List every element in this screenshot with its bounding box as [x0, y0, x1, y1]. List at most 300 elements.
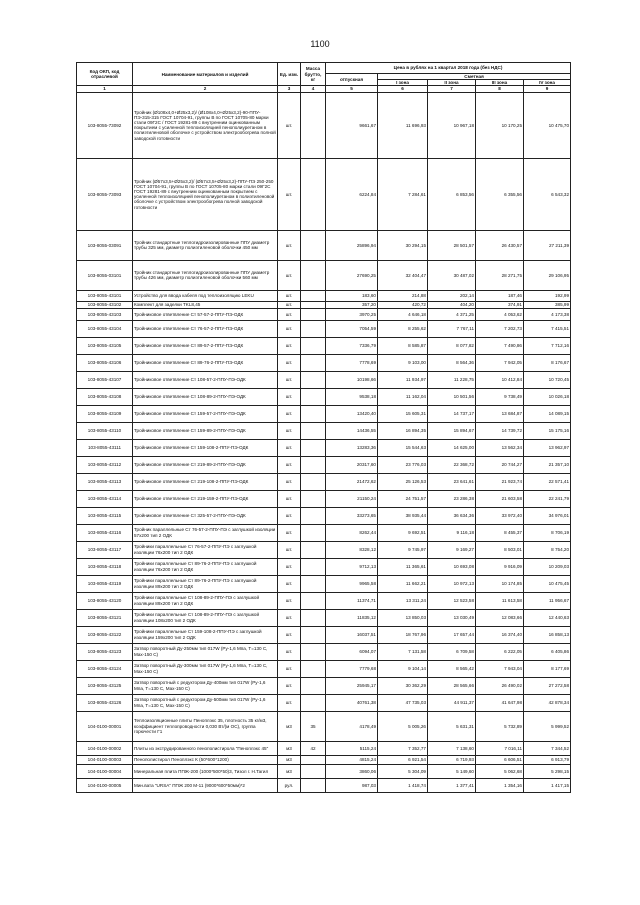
cell-z1: 5 304,09 [378, 764, 428, 778]
cell-price: 5115,24 [326, 741, 378, 755]
cell-unit: м3 [278, 711, 301, 741]
header-unit: Ед. изм. [278, 63, 301, 86]
cell-code: 104-0100-00005 [77, 778, 133, 792]
cell-code: 103-8055-43112 [77, 456, 133, 473]
cell-price: 6094,07 [326, 643, 378, 660]
cell-unit: шт. [278, 308, 301, 320]
cell-price: 183,60 [326, 290, 378, 301]
cell-z1: 7 131,58 [378, 643, 428, 660]
cell-unit: шт. [278, 354, 301, 371]
col-index: 4 [301, 86, 326, 92]
cell-z2: 17 657,44 [428, 626, 476, 643]
cell-unit: шт. [278, 337, 301, 354]
price-table [76, 62, 571, 793]
cell-price: 3860,06 [326, 764, 378, 778]
cell-z2: 8 565,42 [428, 660, 476, 677]
cell-z3: 9 916,09 [476, 558, 524, 575]
cell-z3: 6 355,56 [476, 158, 524, 230]
cell-z3: 14 739,72 [476, 422, 524, 439]
cell-z1: 5 005,26 [378, 711, 428, 741]
cell-unit: шт. [278, 439, 301, 456]
cell-name: Плиты из экструдированного пенополистирола "Пеноплэкс 45" [133, 741, 278, 755]
cell-z2: 36 634,36 [428, 507, 476, 524]
cell-z2: 14 625,00 [428, 439, 476, 456]
cell-z4: 1 417,15 [524, 778, 571, 792]
table-row [77, 575, 571, 592]
cell-name: Тройник стандартные теплогидроизолированные ППУ диаметр трубы 325 мм, диаметр полиэтиленовой оболочки 450 мм [133, 230, 278, 260]
cell-z1: 6 921,54 [378, 755, 428, 764]
col-index: 8 [476, 86, 524, 92]
table-row [77, 260, 571, 290]
cell-price: 4815,24 [326, 755, 378, 764]
cell-z3: 26 490,02 [476, 677, 524, 694]
cell-z3: 7 942,05 [476, 354, 524, 371]
cell-unit: шт. [278, 524, 301, 541]
cell-z4: 12 440,63 [524, 609, 571, 626]
cell-z1: 18 767,96 [378, 626, 428, 643]
cell-code: 103-8055-03091 [77, 230, 133, 260]
cell-unit: шт. [278, 660, 301, 677]
cell-unit: шт. [278, 609, 301, 626]
cell-code: 104-0100-00001 [77, 711, 133, 741]
cell-z4: 7 712,16 [524, 337, 571, 354]
table-row [77, 764, 571, 778]
cell-mass [301, 422, 326, 439]
cell-code: 103-8055-73092 [77, 92, 133, 158]
cell-code: 103-8055-43115 [77, 507, 133, 524]
cell-name: Тройниковое ответвление Ст 159-108-2-ППУ-ПЭ-ОДК [133, 439, 278, 456]
cell-z3: 20 744,27 [476, 456, 524, 473]
cell-price: 4178,49 [326, 711, 378, 741]
cell-z4: 10 475,45 [524, 575, 571, 592]
cell-z2: 6 719,93 [428, 755, 476, 764]
cell-price: 16037,51 [326, 626, 378, 643]
cell-z1: 1 418,74 [378, 778, 428, 792]
cell-unit: рул. [278, 778, 301, 792]
cell-mass [301, 320, 326, 337]
table-row [77, 320, 571, 337]
cell-name: Тройниковое ответвление Ст 89-57-2-ППУ-ПЭ-ОДК [133, 337, 278, 354]
cell-mass [301, 558, 326, 575]
cell-name: Тройниковое ответвление Ст 219-108-2-ППУ-ПЭ-ОДК [133, 473, 278, 490]
cell-z2: 23 286,38 [428, 490, 476, 507]
cell-z2: 5 631,31 [428, 711, 476, 741]
cell-z2: 1 377,41 [428, 778, 476, 792]
cell-z4: 11 956,67 [524, 592, 571, 609]
cell-code: 103-8055-43102 [77, 301, 133, 308]
table-row [77, 456, 571, 473]
cell-name: Тройник стандартные теплогидроизолированные ППУ диаметр трубы 426 мм, диаметр полиэтиленовой оболочки 560 мм [133, 260, 278, 290]
cell-mass [301, 541, 326, 558]
cell-z4: 16 858,13 [524, 626, 571, 643]
table-row [77, 439, 571, 456]
cell-name: Комплект для заделки TKL8,45 [133, 301, 278, 308]
cell-z1: 4 646,18 [378, 308, 428, 320]
cell-price: 25945,17 [326, 677, 378, 694]
cell-z2: 6 709,58 [428, 643, 476, 660]
cell-code: 103-8055-43125 [77, 677, 133, 694]
cell-price: 40761,38 [326, 694, 378, 711]
cell-price: 11835,12 [326, 609, 378, 626]
cell-mass: 35 [301, 711, 326, 741]
header-zone-2: II зона [428, 80, 476, 86]
cell-z3: 6 222,05 [476, 643, 524, 660]
cell-mass [301, 301, 326, 308]
cell-z2: 12 523,58 [428, 592, 476, 609]
cell-price: 987,03 [326, 778, 378, 792]
cell-price: 9965,58 [326, 575, 378, 592]
cell-z1: 15 605,31 [378, 405, 428, 422]
cell-z4: 10 209,03 [524, 558, 571, 575]
cell-z3: 7 943,04 [476, 660, 524, 677]
col-index: 7 [428, 86, 476, 92]
cell-name: Тройниковое ответвление Ст 108-89-2-ППУ-ПЭ-ОДК [133, 388, 278, 405]
cell-z3: 374,91 [476, 301, 524, 308]
cell-z3: 9 738,49 [476, 388, 524, 405]
cell-price: 7336,79 [326, 337, 378, 354]
cell-mass [301, 456, 326, 473]
cell-z3: 4 053,62 [476, 308, 524, 320]
cell-z2: 8 564,36 [428, 354, 476, 371]
cell-z1: 13 311,24 [378, 592, 428, 609]
cell-z2: 23 641,61 [428, 473, 476, 490]
cell-z4: 192,99 [524, 290, 571, 301]
cell-price: 27690,25 [326, 260, 378, 290]
cell-price: 33273,65 [326, 507, 378, 524]
table-row [77, 694, 571, 711]
cell-name: Затвор поворотный с редуктором Ду-400мм тип 017W (Ру-1,6 Мпа, Т=130 С, Мах-150 С) [133, 677, 278, 694]
cell-name: Теплоизоляционные плиты Пеноплэкс 35, плотность 35 кг/м3, коэффициент теплопроводности 0,030 Вт/(м ОС), группа горючести Г1 [133, 711, 278, 741]
cell-price: 3970,25 [326, 308, 378, 320]
cell-z3: 10 170,25 [476, 92, 524, 158]
cell-z4: 22 571,41 [524, 473, 571, 490]
cell-code: 103-8055-43105 [77, 337, 133, 354]
cell-mass [301, 158, 326, 230]
cell-code: 103-8055-43108 [77, 388, 133, 405]
cell-z3: 10 174,85 [476, 575, 524, 592]
cell-price: 9712,13 [326, 558, 378, 575]
cell-mass [301, 660, 326, 677]
cell-z3: 7 202,73 [476, 320, 524, 337]
cell-unit: шт. [278, 388, 301, 405]
cell-z1: 8 585,87 [378, 337, 428, 354]
table-row [77, 524, 571, 541]
cell-z2: 4 371,25 [428, 308, 476, 320]
cell-z3: 21 603,58 [476, 490, 524, 507]
cell-z4: 27 272,58 [524, 677, 571, 694]
cell-z3: 12 083,66 [476, 609, 524, 626]
cell-z4: 8 706,19 [524, 524, 571, 541]
cell-z4: 6 405,86 [524, 643, 571, 660]
table-row [77, 230, 571, 260]
cell-name: Тройниковое ответвление Ст 89-76-2-ППУ-ПЭ-ОДК [133, 354, 278, 371]
cell-unit: шт. [278, 230, 301, 260]
cell-z1: 16 894,35 [378, 422, 428, 439]
cell-z2: 404,20 [428, 301, 476, 308]
table-row [77, 778, 571, 792]
cell-unit: шт. [278, 405, 301, 422]
cell-unit: шт. [278, 158, 301, 230]
cell-z1: 32 404,47 [378, 260, 428, 290]
cell-price: 20317,60 [326, 456, 378, 473]
cell-z1: 11 662,21 [378, 575, 428, 592]
cell-name: Тройник (Ø57х3,5+Ø25х3,2)/ (Ø57х3,5+Ø25х3,2)-ППУ-ПЭ 250-250 ГОСТ 10704-91, группы В по ГОСТ 10705-80 марки стали 09Г2С ГОСТ 19281-89 с внутренним оцинкованным покрытием с усиленной теплоизоляцией пенополиуретаном в полиэтиленовой оболочке с устройством электрообогрева полной заводской готовности [133, 158, 278, 230]
cell-unit: шт. [278, 301, 301, 308]
cell-z4: 7 415,51 [524, 320, 571, 337]
cell-unit: шт. [278, 320, 301, 337]
cell-z4: 29 106,95 [524, 260, 571, 290]
cell-z2: 6 853,56 [428, 158, 476, 230]
table-row [77, 609, 571, 626]
cell-mass [301, 592, 326, 609]
cell-mass [301, 354, 326, 371]
table-row [77, 388, 571, 405]
cell-z3: 7 490,86 [476, 337, 524, 354]
cell-z4: 7 344,52 [524, 741, 571, 755]
cell-name: Тройниковое ответвление Ст 57-57-2-ППУ-ПЭ-ОДК [133, 308, 278, 320]
cell-mass [301, 524, 326, 541]
table-row [77, 711, 571, 741]
cell-z3: 16 374,40 [476, 626, 524, 643]
cell-z2: 7 767,11 [428, 320, 476, 337]
cell-code: 103-8055-43107 [77, 371, 133, 388]
table-row [77, 558, 571, 575]
cell-z1: 9 692,51 [378, 524, 428, 541]
cell-z1: 47 735,03 [378, 694, 428, 711]
cell-price: 6224,84 [326, 158, 378, 230]
header-name: Наименование материалов и изделий [133, 63, 278, 86]
cell-name: Тройниковое ответвление Ст 108-57-2-ППУ-ПЭ-ОДК [133, 371, 278, 388]
cell-mass [301, 643, 326, 660]
cell-code: 103-8055-43103 [77, 308, 133, 320]
header-mass: Масса брутто, кг [301, 63, 326, 86]
cell-z4: 385,99 [524, 301, 571, 308]
cell-z1: 30 294,15 [378, 230, 428, 260]
cell-z1: 11 365,61 [378, 558, 428, 575]
cell-z4: 8 754,20 [524, 541, 571, 558]
col-index: 3 [278, 86, 301, 92]
cell-code: 103-8055-43111 [77, 439, 133, 456]
cell-z2: 30 487,02 [428, 260, 476, 290]
cell-z4: 6 913,79 [524, 755, 571, 764]
cell-mass [301, 337, 326, 354]
cell-name: Тройники параллельные Ст 89-76-2-ППУ-ПЭ с заглушкой изоляции 76х200 тип 2 ОДК [133, 558, 278, 575]
cell-z2: 10 501,56 [428, 388, 476, 405]
cell-code: 103-8055-43109 [77, 405, 133, 422]
header-zone-1: I зона [378, 80, 428, 86]
cell-z3: 7 016,11 [476, 741, 524, 755]
table-row [77, 473, 571, 490]
cell-z3: 13 684,87 [476, 405, 524, 422]
cell-z1: 7 284,61 [378, 158, 428, 230]
cell-z3: 8 455,37 [476, 524, 524, 541]
cell-code: 104-0100-00004 [77, 764, 133, 778]
cell-z3: 10 412,84 [476, 371, 524, 388]
cell-z1: 9 104,14 [378, 660, 428, 677]
cell-name: Тройниковое ответвление Ст 219-159-2-ППУ-ПЭ-ОДК [133, 490, 278, 507]
header-price-group: Цена в рублях на 1 квартал 2018 года (без НДС) [326, 63, 571, 74]
cell-z2: 28 565,66 [428, 677, 476, 694]
cell-unit: шт. [278, 260, 301, 290]
table-row [77, 422, 571, 439]
cell-z3: 5 062,68 [476, 764, 524, 778]
cell-name: Устройство для ввода кабеля под теплоизоляцию LEKU [133, 290, 278, 301]
cell-z3: 26 430,57 [476, 230, 524, 260]
cell-z1: 420,72 [378, 301, 428, 308]
cell-z2: 22 368,72 [428, 456, 476, 473]
cell-name: Тройниковое ответвление Ст 159-89-2-ППУ-ПЭ-ОДК [133, 422, 278, 439]
cell-z1: 30 362,29 [378, 677, 428, 694]
cell-unit: шт. [278, 507, 301, 524]
cell-price: 11374,71 [326, 592, 378, 609]
col-index: 5 [326, 86, 378, 92]
cell-z2: 5 149,60 [428, 764, 476, 778]
cell-unit: шт. [278, 541, 301, 558]
cell-z4: 5 999,52 [524, 711, 571, 741]
cell-price: 8262,44 [326, 524, 378, 541]
cell-price: 14436,55 [326, 422, 378, 439]
cell-price: 21472,62 [326, 473, 378, 490]
cell-mass [301, 575, 326, 592]
col-index: 2 [133, 86, 278, 92]
cell-z2: 10 972,13 [428, 575, 476, 592]
cell-mass [301, 507, 326, 524]
cell-mass [301, 260, 326, 290]
cell-z3: 187,46 [476, 290, 524, 301]
cell-mass [301, 764, 326, 778]
cell-price: 21150,24 [326, 490, 378, 507]
cell-z1: 9 745,97 [378, 541, 428, 558]
cell-name: Минеральная плита ППЖ-200 (1000*500*50)3, Тизол г. Н.Тагил [133, 764, 278, 778]
cell-z4: 42 878,34 [524, 694, 571, 711]
cell-name: Тройники параллельные Ст 108-89-2-ППУ-ПЭ с заглушкой изоляции 108х200 тип 2 ОДК [133, 609, 278, 626]
table-row [77, 301, 571, 308]
table-row [77, 592, 571, 609]
cell-code: 103-8055-43116 [77, 524, 133, 541]
cell-z4: 10 026,18 [524, 388, 571, 405]
cell-z4: 27 211,39 [524, 230, 571, 260]
cell-z2: 11 228,75 [428, 371, 476, 388]
cell-mass [301, 490, 326, 507]
table-row [77, 92, 571, 158]
cell-price: 7054,59 [326, 320, 378, 337]
cell-z3: 5 732,89 [476, 711, 524, 741]
cell-mass [301, 308, 326, 320]
header-release: отпускная [326, 74, 378, 86]
cell-mass [301, 677, 326, 694]
cell-z1: 11 162,04 [378, 388, 428, 405]
cell-z2: 10 693,08 [428, 558, 476, 575]
cell-z4: 22 241,79 [524, 490, 571, 507]
cell-code: 103-8055-43113 [77, 473, 133, 490]
cell-z4: 15 175,16 [524, 422, 571, 439]
table-row [77, 677, 571, 694]
cell-z1: 25 126,53 [378, 473, 428, 490]
cell-code: 103-8055-03101 [77, 260, 133, 290]
cell-mass [301, 609, 326, 626]
header-code: Код ОКП, код отраслевой [77, 63, 133, 86]
cell-z1: 38 935,44 [378, 507, 428, 524]
cell-price: 7778,69 [326, 354, 378, 371]
cell-z4: 10 720,45 [524, 371, 571, 388]
cell-price: 7779,68 [326, 660, 378, 677]
table-row [77, 626, 571, 643]
cell-z4: 5 298,15 [524, 764, 571, 778]
cell-unit: шт. [278, 473, 301, 490]
table-row [77, 308, 571, 320]
cell-name: Тройник параллельные Ст 76-57-2-ППУ-ПЭ с заглушкой изоляции 57х200 тип 2 ОДК [133, 524, 278, 541]
cell-mass [301, 755, 326, 764]
cell-code: 103-8055-43122 [77, 626, 133, 643]
cell-name: Тройники параллельные Ст 76-57-2-ППУ-ПЭ с заглушкой изоляции 76х200 тип 2 ОДК [133, 541, 278, 558]
cell-mass: 42 [301, 741, 326, 755]
cell-mass [301, 230, 326, 260]
cell-z2: 202,14 [428, 290, 476, 301]
table-row [77, 158, 571, 230]
cell-z4: 10 475,70 [524, 92, 571, 158]
cell-code: 103-8055-43119 [77, 575, 133, 592]
cell-z3: 11 613,58 [476, 592, 524, 609]
table-row [77, 643, 571, 660]
cell-z4: 14 089,15 [524, 405, 571, 422]
cell-name: Тройники параллельные Ст 159-108-2-ППУ-ПЭ с заглушкой изоляции 159х200 тип 2 ОДК [133, 626, 278, 643]
cell-z2: 44 911,37 [428, 694, 476, 711]
cell-unit: шт. [278, 592, 301, 609]
cell-name: Затвор поворотный с редуктором Ду-500мм тип 017W (Ру-1,6 Мпа, Т=130 С, Мах-150 С) [133, 694, 278, 711]
cell-code: 103-8055-43123 [77, 643, 133, 660]
cell-z2: 9 116,18 [428, 524, 476, 541]
cell-code: 103-8055-43110 [77, 422, 133, 439]
cell-unit: шт. [278, 626, 301, 643]
cell-z1: 23 776,03 [378, 456, 428, 473]
cell-name: Тройниковое ответвление Ст 76-57-2-ППУ-ПЭ-ОДК [133, 320, 278, 337]
cell-mass [301, 439, 326, 456]
table-row [77, 741, 571, 755]
cell-z2: 8 077,82 [428, 337, 476, 354]
cell-name: Тройник (Ø108х4,0+Ø25х3,2)/ (Ø108х4,0+Ø25х3,2)-90-ППУ-ПЭ-315-315 ГОСТ 10704-91, группы В по ГОСТ 10705-80 марки стали 09Г2С / ГОСТ 19281-89 с внутренним оцинкованным покрытием с усиленной теплоизоляцией пенополиуретаном в полиэтиленовой оболочке с устройством электрообогрева полной заводской готовности [133, 92, 278, 158]
cell-z4: 21 357,10 [524, 456, 571, 473]
cell-mass [301, 694, 326, 711]
cell-price: 10198,66 [326, 371, 378, 388]
table-row [77, 371, 571, 388]
cell-z1: 11 696,93 [378, 92, 428, 158]
cell-code: 103-8055-43121 [77, 609, 133, 626]
table-row [77, 660, 571, 677]
cell-price: 9538,18 [326, 388, 378, 405]
header-zone-4: IV зона [524, 80, 571, 86]
cell-price: 25896,94 [326, 230, 378, 260]
cell-z1: 15 544,63 [378, 439, 428, 456]
table-row [77, 755, 571, 764]
cell-mass [301, 371, 326, 388]
cell-z1: 13 850,03 [378, 609, 428, 626]
table-row [77, 354, 571, 371]
table-row [77, 541, 571, 558]
header-estimate: Сметная [378, 74, 571, 80]
cell-code: 103-8055-43120 [77, 592, 133, 609]
cell-unit: шт. [278, 456, 301, 473]
cell-name: Тройниковое ответвление Ст 159-57-2-ППУ-ПЭ-ОДК [133, 405, 278, 422]
cell-code: 103-8055-43118 [77, 558, 133, 575]
cell-unit: шт. [278, 643, 301, 660]
cell-name: Затвор поворотный Ду-300мм тип 017W (Ру-1,6 Мпа, Т=130 С, Мах-150 С) [133, 660, 278, 677]
cell-z1: 11 934,97 [378, 371, 428, 388]
cell-mass [301, 473, 326, 490]
cell-z3: 1 354,16 [476, 778, 524, 792]
cell-z4: 8 177,69 [524, 660, 571, 677]
table-row [77, 337, 571, 354]
cell-unit: шт. [278, 490, 301, 507]
